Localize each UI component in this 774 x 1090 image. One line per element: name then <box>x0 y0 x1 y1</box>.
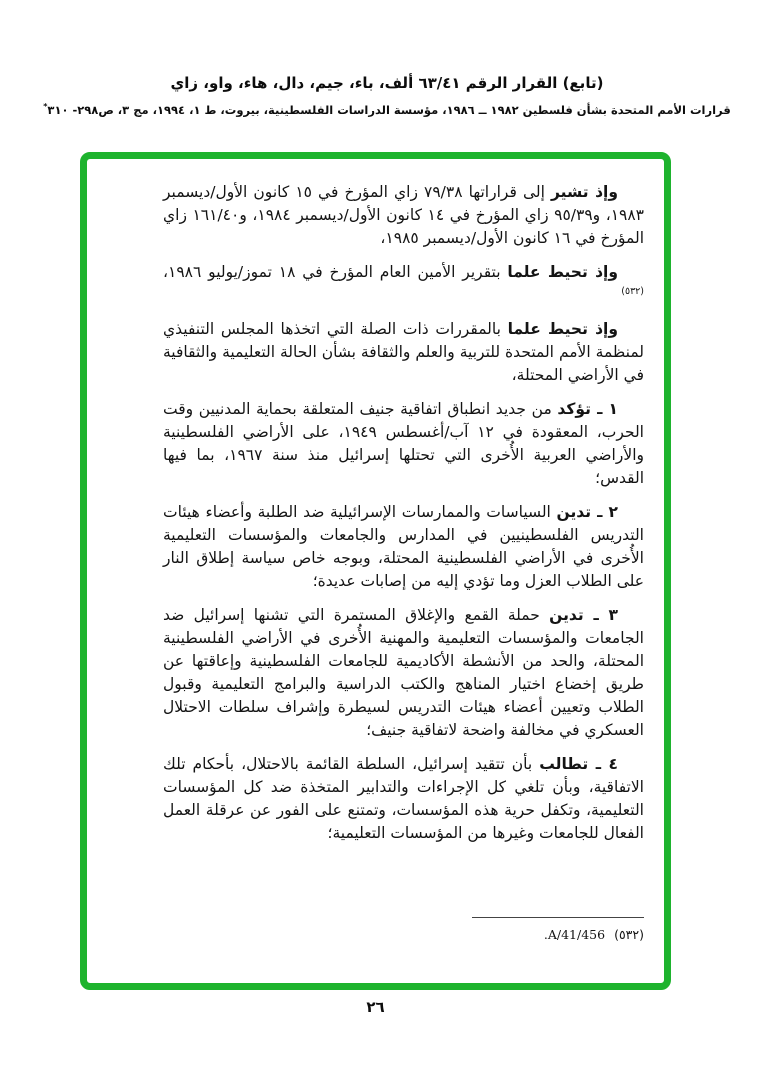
preambular-paragraph: وإذ تحيط علما بتقرير الأمين العام المؤرخ في ١٨ تموز/يوليو ١٩٨٦،$^{(٥٣٢)}$ <box>163 263 644 297</box>
paragraph-number: ٣ ـ <box>583 606 618 624</box>
footnote-marker: (٥٣٢) <box>614 927 644 942</box>
paragraph-lead-words: تؤكد <box>557 400 591 418</box>
operative-paragraph: ٤ ـ تطالب بأن تتقيد إسرائيل، السلطة القائمة بالاحتلال، بأحكام تلك الاتفاقية، وبأن تلغي كل الإجراءات والتدابير المتخذة ضد كل المؤسسات التعليمية، وتكفل حرية هذه المؤسسات، وتمتنع على الفور عن عرقلة العمل الفعال للجامعات وغيرها من المؤسسات التعليمية؛ <box>163 755 644 842</box>
resolution-text-block <box>163 181 644 856</box>
footnote-document-symbol: A/41/456. <box>543 927 606 942</box>
operative-paragraph: ٣ ـ تدين حملة القمع والإغلاق المستمرة التي تشنها إسرائيل ضد الجامعات والمؤسسات التعليمية والمهنية الأُخرى في الأراضي الفلسطينية المحتلة، والحد من الأنشطة الأكاديمية للجامعات الفلسطينية وإعاقتها عن طريق إخضاع اختيار المناهج والكتب الدراسية والبرامج التعليمية وقبول الطلاب وتعيين أعضاء هيئات التدريس لسيطرة وإشراف سلطات الاحتلال العسكري في مخالفة واضحة لاتفاقية جنيف؛ <box>163 606 644 739</box>
paragraph-number: ٢ ـ <box>591 503 619 521</box>
paragraph-number: ١ ـ <box>590 400 618 418</box>
footnote-reference: (٥٣٢) <box>621 285 644 297</box>
preambular-paragraph: وإذ تحيط علما بالمقررات ذات الصلة التي اتخذها المجلس التنفيذي لمنظمة الأمم المتحدة للتربية والعلم والثقافة بشأن الحالة التعليمية والثقافية في الأراضي المحتلة، <box>163 320 644 384</box>
paragraph-lead-words: وإذ تشير <box>550 183 618 201</box>
footnote-rule <box>472 917 644 918</box>
preambular-paragraph: وإذ تشير إلى قراراتها ٧٩/٣٨ زاي المؤرخ في ١٥ كانون الأول/ديسمبر ١٩٨٣، و٩٥/٣٩ زاي المؤرخ في ١٤ كانون الأول/ديسمبر ١٩٨٤، و١٦١/٤٠ زاي المؤرخ في ١٦ كانون الأول/ديسمبر ١٩٨٥، <box>163 183 645 247</box>
header-source-line <box>0 102 774 117</box>
paragraph-lead-words: تدين <box>556 503 592 521</box>
content-green-frame <box>80 152 671 990</box>
page-number: ٢٦ <box>366 998 385 1016</box>
page-header <box>0 74 774 117</box>
paragraph-number: ٤ ـ <box>588 755 618 773</box>
header-source-text: قرارات الأمم المتحدة بشأن فلسطين ١٩٨٢ ــ ١٩٨٦، مؤسسة الدراسات الفلسطينية، بيروت، ط ١، ١٩٩٤، مج ٣، ص٢٩٨- ٣١٠ <box>47 102 731 117</box>
header-resolution-title: (تابع) القرار الرقم ٦٣/٤١ ألف، باء، جيم، دال، هاء، واو، زاي <box>170 74 604 92</box>
header-asterisk: * <box>43 102 48 111</box>
operative-paragraph: ١ ـ تؤكد من جديد انطباق اتفاقية جنيف المتعلقة بحماية المدنيين وقت الحرب، المعقودة في ١٢ آب/أغسطس ١٩٤٩، على الأراضي الفلسطينية والأراضي العربية الأُخرى التي تحتلها إسرائيل منذ سنة ١٩٦٧، بما فيها القدس؛ <box>163 400 644 487</box>
paragraph-lead-words: تطالب <box>539 755 589 773</box>
footnote-line <box>163 927 644 942</box>
paragraph-lead-words: وإذ تحيط علما <box>507 263 618 281</box>
paragraph-lead-words: تدين <box>549 606 584 624</box>
paragraph-lead-words: وإذ تحيط علما <box>507 320 618 338</box>
footnote-block <box>163 917 644 942</box>
operative-paragraph: ٢ ـ تدين السياسات والممارسات الإسرائيلية ضد الطلبة وأعضاء هيئات التدريس الفلسطينيين في المدارس والجامعات والمؤسسات التعليمية الأُخرى في الأراضي الفلسطينية المحتلة، وبوجه خاص سياسة إطلاق النار على الطلاب العزل وما تؤدي إليه من إصابات عديدة؛ <box>163 503 644 590</box>
